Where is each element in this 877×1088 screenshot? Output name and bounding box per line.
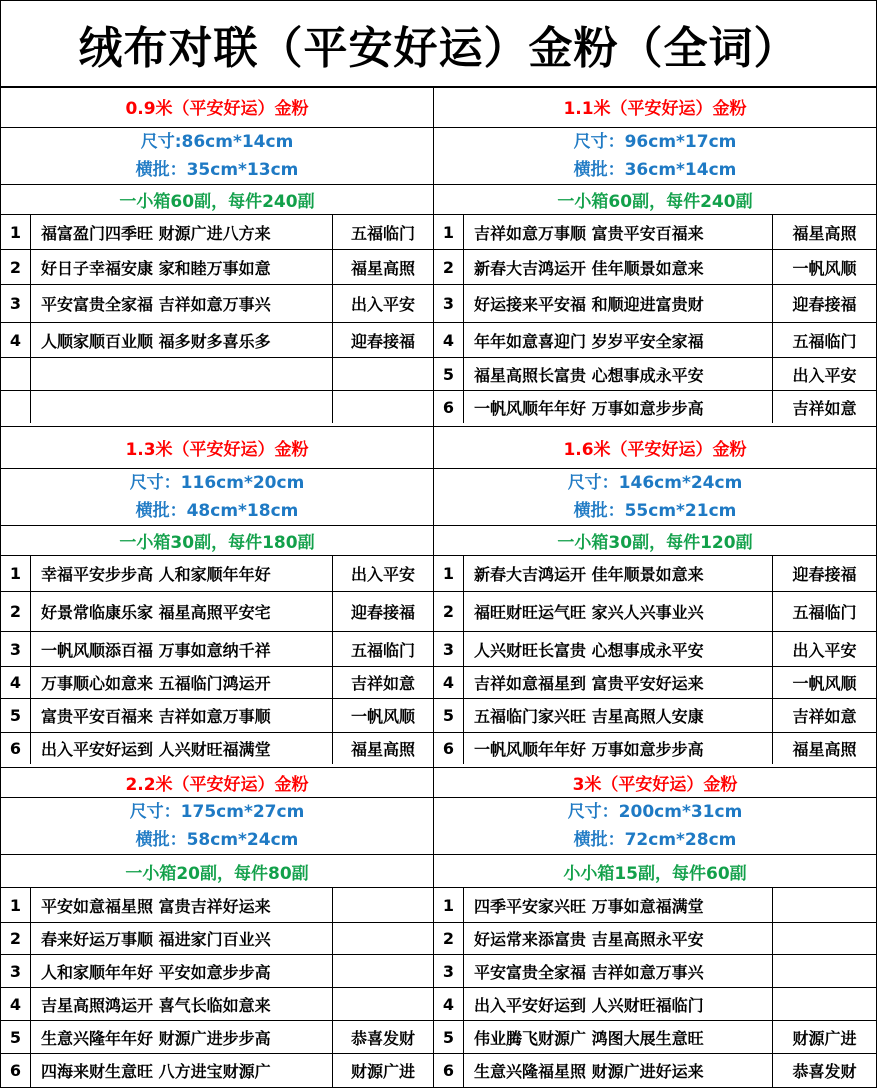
size-info (1, 798, 433, 855)
hengpi-text (333, 888, 433, 922)
couplet-text: 好日子幸福安康 家和睦万事如意 (31, 250, 333, 284)
couplet-text: 幸福平安步步高 人和家顺年年好 (31, 556, 333, 591)
horizontal-scroll-size: 横批：58cm*24cm (135, 830, 299, 850)
pack-info: 一小箱30副，每件120副 (434, 526, 876, 556)
row-number: 3 (1, 632, 31, 666)
table-row (434, 733, 876, 764)
couplet-text: 平安如意福星照 富贵吉祥好运来 (31, 888, 333, 922)
row-number: 6 (434, 391, 464, 423)
row-number: 6 (434, 733, 464, 764)
table-row (1, 592, 433, 632)
hengpi-text: 迎春接福 (792, 295, 857, 314)
table-row (434, 888, 876, 923)
row-number: 6 (434, 1054, 464, 1087)
page-title: 绒布对联（平安好运）金粉（全词） (0, 0, 877, 88)
couplet-text: 生意兴隆年年好 财源广进步步高 (31, 1021, 333, 1053)
section-header: 1.1米（平安好运）金粉 (434, 86, 876, 128)
couplet-text: 好景常临康乐家 福星高照平安宅 (31, 592, 333, 631)
hengpi-text: 福星高照 (792, 740, 857, 759)
table-row (434, 955, 876, 988)
couplet-text (31, 391, 333, 423)
table-row (1, 391, 433, 423)
table-row (434, 1054, 876, 1087)
hengpi-text: 五福临门 (792, 603, 857, 622)
hengpi-text: 出入平安 (792, 640, 857, 660)
table-row (1, 667, 433, 699)
couplet-table (1, 556, 433, 764)
section-3m (434, 768, 877, 1088)
hengpi-text: 五福临门 (350, 223, 415, 243)
row-number: 1 (434, 215, 464, 249)
table-row (1, 733, 433, 764)
row-number: 3 (434, 632, 464, 666)
couplet-text: 平安富贵全家福 吉祥如意万事兴 (464, 955, 773, 987)
size-text: 尺寸：146cm*24cm (567, 473, 743, 493)
hengpi-text: 吉祥如意 (792, 707, 857, 726)
couplet-text: 伟业腾飞财源广 鸿图大展生意旺 (464, 1021, 773, 1053)
row-number: 2 (1, 923, 31, 954)
table-row (1, 250, 433, 285)
table-row (434, 923, 876, 955)
row-number: 3 (434, 955, 464, 987)
row-number: 4 (434, 667, 464, 698)
hengpi-text (773, 888, 876, 922)
hengpi-text: 一帆风顺 (350, 707, 415, 726)
row-number: 1 (1, 888, 31, 922)
couplet-text: 吉祥如意福星到 富贵平安好运来 (464, 667, 773, 698)
table-row (434, 632, 876, 667)
section-header: 1.6米（平安好运）金粉 (434, 427, 876, 469)
row-number: 2 (1, 250, 31, 284)
row-number: 1 (434, 556, 464, 591)
table-row (1, 285, 433, 323)
section-0-9m (0, 86, 434, 427)
pack-info: 一小箱60副，每件240副 (1, 185, 433, 215)
hengpi-text: 恭喜发财 (350, 1028, 415, 1048)
row-number: 1 (1, 215, 31, 249)
pack-info: 小小箱15副，每件60副 (434, 855, 876, 888)
hengpi-text: 吉祥如意 (350, 674, 415, 693)
hengpi-text: 一帆风顺 (792, 674, 857, 693)
hengpi-text: 出入平安 (792, 365, 857, 385)
couplet-text: 好运常来添富贵 吉星高照永平安 (464, 923, 773, 954)
hengpi-text: 福星高照 (350, 740, 415, 759)
couplet-text: 春来好运万事顺 福进家门百业兴 (31, 923, 333, 954)
pack-info: 一小箱60副，每件240副 (434, 185, 876, 215)
row-number: 2 (434, 250, 464, 284)
row-number: 5 (434, 1021, 464, 1053)
horizontal-scroll-size: 横批：36cm*14cm (573, 160, 737, 180)
hengpi-text: 五福临门 (350, 640, 415, 660)
section-2-2m (0, 768, 434, 1088)
table-row (1, 888, 433, 923)
size-text: 尺寸：96cm*17cm (573, 132, 737, 152)
couplet-text: 一帆风顺年年好 万事如意步步高 (464, 733, 773, 764)
size-info (1, 469, 433, 526)
couplet-text: 平安富贵全家福 吉祥如意万事兴 (31, 285, 333, 322)
couplet-table (434, 215, 876, 423)
couplet-text: 出入平安好运到 人兴财旺福满堂 (31, 733, 333, 764)
couplet-table (434, 888, 876, 1087)
row-number: 3 (434, 285, 464, 322)
hengpi-text (333, 923, 433, 954)
pack-info: 一小箱30副，每件180副 (1, 526, 433, 556)
table-row (1, 988, 433, 1021)
table-row (1, 358, 433, 391)
couplet-text: 福旺财旺运气旺 家兴人兴事业兴 (464, 592, 773, 631)
hengpi-text: 迎春接福 (350, 603, 415, 622)
table-row (434, 358, 876, 391)
table-row (1, 955, 433, 988)
table-row (1, 323, 433, 358)
section-header: 0.9米（平安好运）金粉 (1, 86, 433, 128)
row-number: 6 (1, 1054, 31, 1087)
row-number: 5 (434, 699, 464, 732)
couplet-text: 吉星高照鸿运开 喜气长临如意来 (31, 988, 333, 1020)
hengpi-text: 财源广进 (350, 1062, 415, 1081)
couplet-text: 吉祥如意万事顺 富贵平安百福来 (464, 215, 773, 249)
table-row (434, 323, 876, 358)
hengpi-text (333, 358, 433, 390)
row-number: 2 (434, 923, 464, 954)
table-row (434, 285, 876, 323)
couplet-text: 好运接来平安福 和顺迎进富贵财 (464, 285, 773, 322)
table-row (434, 391, 876, 423)
row-number: 4 (434, 988, 464, 1020)
couplet-text: 富贵平安百福来 吉祥如意万事顺 (31, 699, 333, 732)
couplet-text: 五福临门家兴旺 吉星高照人安康 (464, 699, 773, 732)
couplet-text: 一帆风顺添百福 万事如意纳千祥 (31, 632, 333, 666)
couplet-text: 人顺家顺百业顺 福多财多喜乐多 (31, 323, 333, 357)
row-number: 3 (1, 285, 31, 322)
hengpi-text: 出入平安 (350, 565, 415, 584)
couplet-text: 福星高照长富贵 心想事成永平安 (464, 358, 773, 390)
hengpi-text: 财源广进 (792, 1028, 857, 1048)
section-header: 1.3米（平安好运）金粉 (1, 427, 433, 469)
table-row (1, 1054, 433, 1087)
couplet-text: 年年如意喜迎门 岁岁平安全家福 (464, 323, 773, 357)
couplet-text: 人兴财旺长富贵 心想事成永平安 (464, 632, 773, 666)
hengpi-text: 迎春接福 (792, 565, 857, 584)
couplet-text: 四海来财生意旺 八方进宝财源广 (31, 1054, 333, 1087)
hengpi-text (333, 391, 433, 423)
table-row (1, 699, 433, 733)
table-row (434, 1021, 876, 1054)
hengpi-text: 一帆风顺 (792, 258, 857, 278)
size-info (434, 798, 876, 855)
hengpi-text (773, 955, 876, 987)
row-number (1, 391, 31, 423)
couplet-table (434, 556, 876, 764)
section-1-6m (434, 427, 877, 768)
row-number: 5 (434, 358, 464, 390)
section-1-1m (434, 86, 877, 427)
row-number: 2 (1, 592, 31, 631)
table-row (1, 1021, 433, 1054)
table-row (434, 988, 876, 1021)
couplet-text: 万事顺心如意来 五福临门鸿运开 (31, 667, 333, 698)
hengpi-text (333, 955, 433, 987)
table-row (434, 250, 876, 285)
row-number: 4 (434, 323, 464, 357)
size-text: 尺寸：116cm*20cm (129, 473, 305, 493)
table-row (1, 215, 433, 250)
couplet-table (1, 215, 433, 423)
couplet-text: 生意兴隆福星照 财源广进好运来 (464, 1054, 773, 1087)
hengpi-text: 五福临门 (792, 331, 857, 351)
section-header: 3米（平安好运）金粉 (434, 768, 876, 798)
table-row (434, 667, 876, 699)
size-info (434, 128, 876, 185)
horizontal-scroll-size: 横批：48cm*18cm (135, 501, 299, 521)
table-row (434, 592, 876, 632)
couplet-text: 四季平安家兴旺 万事如意福满堂 (464, 888, 773, 922)
hengpi-text: 恭喜发财 (792, 1062, 857, 1081)
row-number: 5 (1, 699, 31, 732)
hengpi-text (773, 988, 876, 1020)
hengpi-text (333, 988, 433, 1020)
hengpi-text: 出入平安 (350, 295, 415, 314)
couplet-text: 福富盈门四季旺 财源广进八方来 (31, 215, 333, 249)
section-1-3m (0, 427, 434, 768)
size-info (1, 128, 433, 185)
hengpi-text: 吉祥如意 (792, 398, 857, 418)
row-number: 4 (1, 988, 31, 1020)
size-text: 尺寸：175cm*27cm (129, 802, 305, 822)
row-number: 4 (1, 667, 31, 698)
horizontal-scroll-size: 横批：72cm*28cm (573, 830, 737, 850)
hengpi-text (773, 923, 876, 954)
couplet-table (1, 888, 433, 1087)
size-text: 尺寸:86cm*14cm (140, 132, 294, 152)
couplet-text: 一帆风顺年年好 万事如意步步高 (464, 391, 773, 423)
row-number: 1 (1, 556, 31, 591)
section-header: 2.2米（平安好运）金粉 (1, 768, 433, 798)
hengpi-text: 迎春接福 (350, 331, 415, 351)
table-row (434, 215, 876, 250)
row-number: 6 (1, 733, 31, 764)
couplet-text: 出入平安好运到 人兴财旺福临门 (464, 988, 773, 1020)
table-row (1, 556, 433, 592)
hengpi-text: 福星高照 (350, 258, 415, 278)
table-row (1, 632, 433, 667)
row-number: 2 (434, 592, 464, 631)
row-number: 1 (434, 888, 464, 922)
size-text: 尺寸：200cm*31cm (567, 802, 743, 822)
row-number: 3 (1, 955, 31, 987)
table-row (1, 923, 433, 955)
table-row (434, 699, 876, 733)
horizontal-scroll-size: 横批：35cm*13cm (135, 160, 299, 180)
table-row (434, 556, 876, 592)
couplet-text: 新春大吉鸿运开 佳年顺景如意来 (464, 250, 773, 284)
couplet-text: 新春大吉鸿运开 佳年顺景如意来 (464, 556, 773, 591)
row-number (1, 358, 31, 390)
hengpi-text: 福星高照 (792, 223, 857, 243)
row-number: 4 (1, 323, 31, 357)
couplet-text (31, 358, 333, 390)
size-info (434, 469, 876, 526)
pack-info: 一小箱20副，每件80副 (1, 855, 433, 888)
couplet-text: 人和家顺年年好 平安如意步步高 (31, 955, 333, 987)
horizontal-scroll-size: 横批：55cm*21cm (573, 501, 737, 521)
row-number: 5 (1, 1021, 31, 1053)
